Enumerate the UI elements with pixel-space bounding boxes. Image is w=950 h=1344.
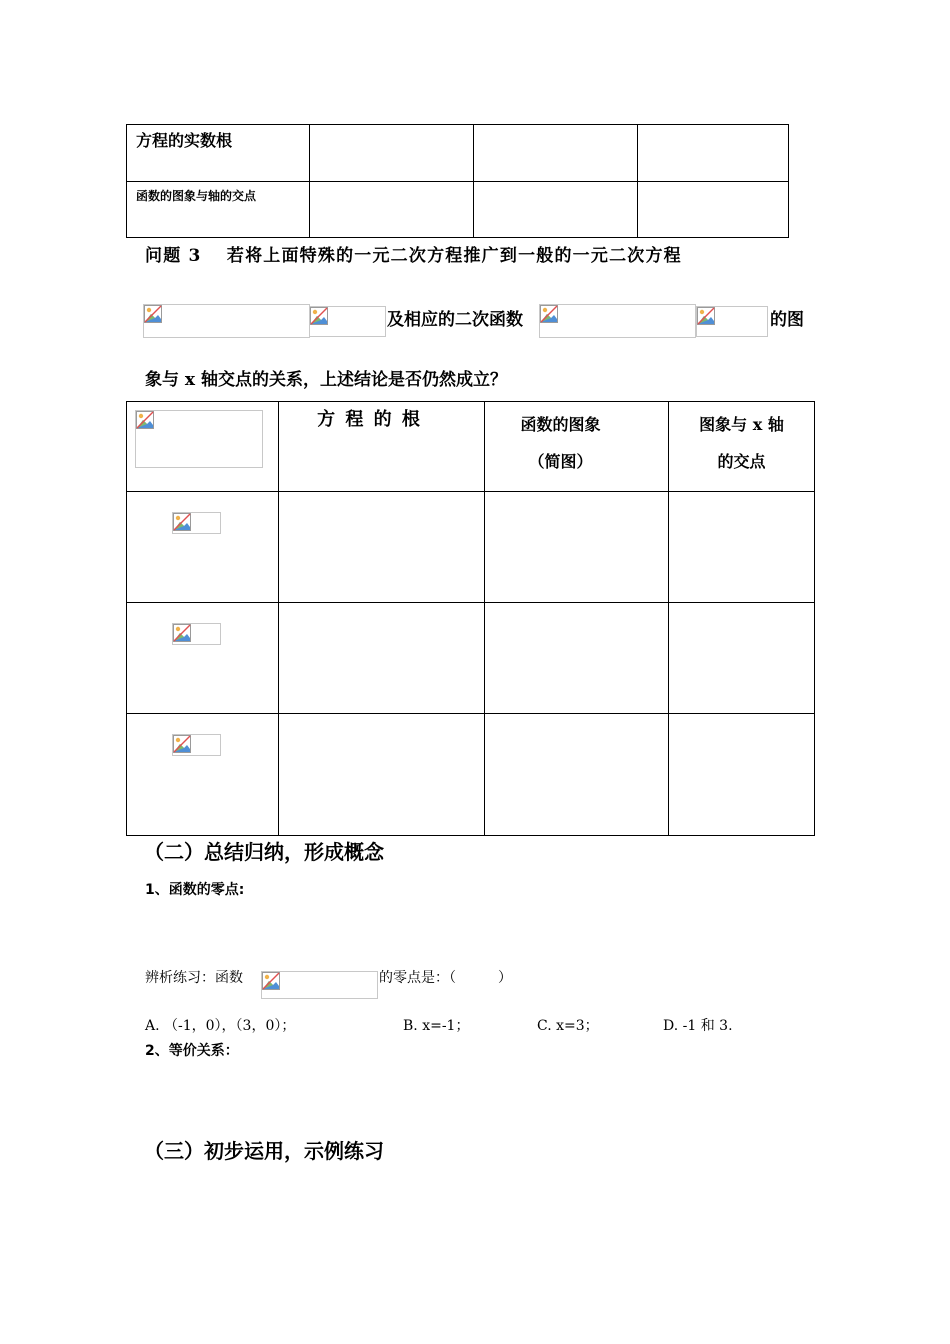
equation-image [143, 304, 310, 338]
problem-3-mid-text: 及相应的二次函数 [387, 310, 523, 330]
section-2-title: （二）总结归纳，形成概念 [144, 840, 384, 864]
table-cell [669, 714, 815, 836]
broken-image-icon [697, 307, 715, 325]
discriminant-image [135, 410, 263, 468]
broken-image-icon [173, 513, 191, 531]
table-cell [485, 714, 669, 836]
general-equation-table [126, 401, 815, 836]
row-label-real-roots: 方程的实数根 [127, 125, 310, 182]
table-cell [474, 182, 638, 238]
table-cell [485, 492, 669, 603]
row-label-intersections: 函数的图象与轴的交点 [127, 182, 310, 238]
broken-image-icon [136, 411, 154, 429]
zero-point-heading: 1、函数的零点: [145, 882, 245, 898]
broken-image-icon [540, 305, 558, 323]
section-3-title: （三）初步运用，示例练习 [144, 1139, 384, 1163]
table-cell [669, 492, 815, 603]
broken-image-icon [310, 307, 328, 325]
equivalence-heading: 2、等价关系： [145, 1043, 239, 1059]
case-cell-1 [127, 492, 279, 603]
option-c: C. x=3； [537, 1018, 599, 1034]
broken-image-icon [144, 305, 162, 323]
problem-3-tail-text: 的图 [770, 310, 804, 330]
header-intersections-line2: 的交点 [717, 452, 766, 471]
header-graph [485, 402, 669, 492]
exercise-prefix: 辨析练习：函数 [145, 970, 243, 986]
header-graph-line2: （简图） [528, 452, 593, 471]
table-cell [485, 603, 669, 714]
case-1-image [172, 512, 221, 534]
roots-table [126, 124, 789, 238]
header-roots [279, 402, 485, 492]
table-cell [638, 182, 789, 238]
broken-image-icon [262, 972, 280, 990]
case-2-image [172, 623, 221, 645]
table-cell [310, 182, 474, 238]
case-cell-2 [127, 603, 279, 714]
option-b: B. x=-1； [403, 1018, 470, 1034]
option-d: D. -1 和 3. [663, 1018, 733, 1034]
broken-image-icon [173, 624, 191, 642]
table-cell [279, 492, 485, 603]
table-cell [310, 125, 474, 182]
problem-3-line: 问题 3 若将上面特殊的一元二次方程推广到一般的一元二次方程 [145, 246, 682, 266]
header-intersections-line1: 图象与 x 轴 [699, 415, 784, 434]
header-discriminant-cell [127, 402, 279, 492]
case-cell-3 [127, 714, 279, 836]
broken-image-icon [173, 735, 191, 753]
header-intersections [669, 402, 815, 492]
problem-3-question: 象与 x 轴交点的关系，上述结论是否仍然成立？ [145, 370, 507, 390]
condition-image [309, 306, 386, 337]
table-cell [279, 603, 485, 714]
function-image [539, 304, 696, 338]
option-a: A. （-1，0），（3，0）； [145, 1018, 296, 1034]
case-3-image [172, 734, 221, 756]
table-cell [638, 125, 789, 182]
table-cell [474, 125, 638, 182]
exercise-suffix: 的零点是：（ ） [379, 970, 512, 986]
table-cell [279, 714, 485, 836]
header-roots-label: 方 程 的 根 [317, 409, 422, 430]
header-graph-line1: 函数的图象 [520, 415, 601, 434]
exercise-function-image [261, 971, 378, 999]
table-cell [669, 603, 815, 714]
condition-image-2 [696, 306, 768, 337]
